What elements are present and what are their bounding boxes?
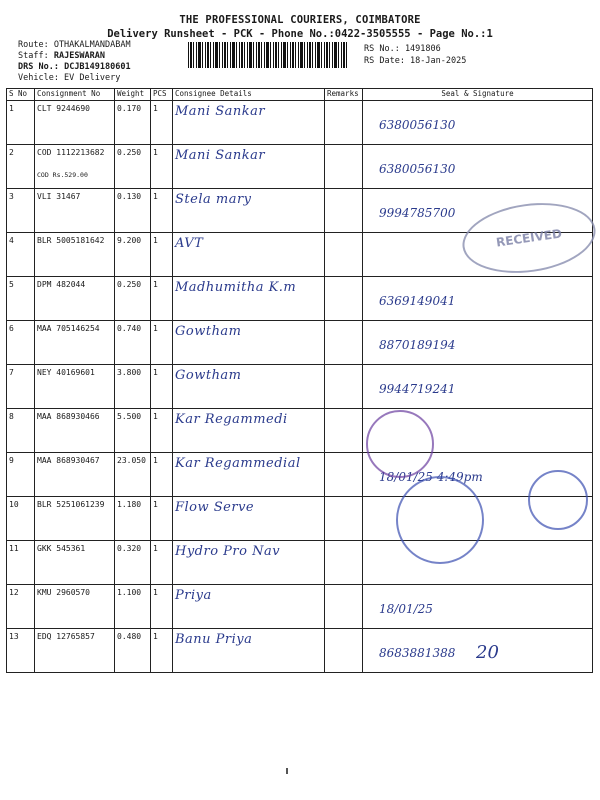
consignment-cell: MAA 868930467 (35, 453, 115, 497)
runsheet-title: Delivery Runsheet - PCK - Phone No.:0422-3505555 - Page No.:1 (107, 28, 493, 40)
seal-cell (363, 365, 593, 409)
remarks-cell (325, 321, 363, 365)
vehicle-line: Vehicle: EV Delivery (18, 73, 121, 83)
consignee-handwriting: Flow Serve (175, 500, 255, 515)
weight-cell: 1.100 (115, 585, 151, 629)
consignee-handwriting: Kar Regammedial (175, 456, 301, 471)
seal-cell (363, 101, 593, 145)
seal-cell (363, 585, 593, 629)
seal-handwriting: 8870189194 (379, 338, 456, 352)
table-row (7, 277, 593, 321)
consignment-cell (35, 145, 115, 189)
seal-cell (363, 541, 593, 585)
consignee-cell (173, 541, 325, 585)
consignee-cell (173, 629, 325, 673)
seal-handwriting: 6369149041 (379, 294, 456, 308)
seal-cell (363, 277, 593, 321)
remarks-cell (325, 101, 363, 145)
consignee-handwriting: Banu Priya (175, 632, 253, 647)
remarks-cell (325, 409, 363, 453)
consignee-handwriting: Priya (175, 588, 212, 603)
consignee-cell (173, 145, 325, 189)
column-header: Weight (115, 89, 151, 101)
staff-line (18, 51, 131, 62)
table-row (7, 585, 593, 629)
consignee-cell (173, 101, 325, 145)
consignee-cell (173, 365, 325, 409)
barcode-image (188, 42, 348, 68)
weight-cell: 1.180 (115, 497, 151, 541)
weight-cell: 0.170 (115, 101, 151, 145)
rs-number: RS No.: 1491806 (364, 44, 441, 54)
company-seal-stamp (366, 410, 434, 478)
consignee-cell (173, 233, 325, 277)
seal-cell (363, 321, 593, 365)
remarks-cell (325, 145, 363, 189)
sno-cell: 6 (7, 321, 35, 365)
drs-number: DCJB149180601 (64, 62, 131, 72)
consignment-cell: DPM 482044 (35, 277, 115, 321)
staff-name: RAJESWARAN (53, 51, 106, 61)
sno-cell: 10 (7, 497, 35, 541)
sno-cell: 3 (7, 189, 35, 233)
weight-cell: 23.050 (115, 453, 151, 497)
pcs-cell: 1 (151, 629, 173, 673)
remarks-cell (325, 277, 363, 321)
delivery-table (6, 88, 593, 673)
weight-cell: 5.500 (115, 409, 151, 453)
company-seal-stamp (396, 476, 484, 564)
consignment-cell: KMU 2960570 (35, 585, 115, 629)
table-row (7, 145, 593, 189)
column-header: Consignee Details (173, 89, 325, 101)
pcs-cell: 1 (151, 409, 173, 453)
remarks-cell (325, 365, 363, 409)
remarks-cell (325, 629, 363, 673)
staff-label: Staff: (18, 51, 49, 61)
consignee-cell (173, 409, 325, 453)
weight-cell: 0.740 (115, 321, 151, 365)
consignment-cell: VLI 31467 (35, 189, 115, 233)
consignee-handwriting: AVT (175, 236, 204, 251)
pcs-cell: 1 (151, 541, 173, 585)
pcs-cell: 1 (151, 189, 173, 233)
seal-handwriting: 6380056130 (379, 162, 456, 176)
table-row (7, 409, 593, 453)
company-seal-stamp (528, 470, 588, 530)
consignee-handwriting: Gowtham (175, 324, 242, 339)
sno-cell: 9 (7, 453, 35, 497)
seal-handwriting: 9994785700 (379, 206, 456, 220)
pcs-cell: 1 (151, 453, 173, 497)
weight-cell: 0.250 (115, 277, 151, 321)
pcs-cell: 1 (151, 365, 173, 409)
consignment-cell: NEY 40169601 (35, 365, 115, 409)
weight-cell: 3.800 (115, 365, 151, 409)
consignment-number: COD 1112213682 (37, 148, 105, 157)
consignee-handwriting: Mani Sankar (175, 104, 266, 119)
consignee-handwriting: Hydro Pro Nav (175, 544, 281, 559)
column-header: PCS (151, 89, 173, 101)
consignment-cell: MAA 868930466 (35, 409, 115, 453)
table-row (7, 453, 593, 497)
sno-cell: 4 (7, 233, 35, 277)
seal-handwriting: 8683881388 (379, 646, 456, 660)
seal-cell (363, 145, 593, 189)
seal-handwriting: 18/01/25 4:49pm (379, 470, 483, 484)
column-header: Consignment No (35, 89, 115, 101)
remarks-cell (325, 189, 363, 233)
remarks-cell (325, 233, 363, 277)
scan-mark (286, 768, 288, 774)
received-stamp: RECEIVED (458, 195, 600, 281)
weight-cell: 0.480 (115, 629, 151, 673)
pcs-cell: 1 (151, 233, 173, 277)
sno-cell: 5 (7, 277, 35, 321)
consignee-handwriting: Stela mary (175, 192, 252, 207)
remarks-cell (325, 453, 363, 497)
seal-handwriting: 6380056130 (379, 118, 456, 132)
consignment-cell: CLT 9244690 (35, 101, 115, 145)
table-row (7, 629, 593, 673)
consignee-handwriting: Kar Regammedi (175, 412, 288, 427)
consignment-cell: GKK 545361 (35, 541, 115, 585)
table-row (7, 365, 593, 409)
column-header: Seal & Signature (363, 89, 593, 101)
column-header: Remarks (325, 89, 363, 101)
consignee-handwriting: Mani Sankar (175, 148, 266, 163)
consignee-cell (173, 453, 325, 497)
sno-cell: 1 (7, 101, 35, 145)
remarks-cell (325, 541, 363, 585)
table-header-row (7, 89, 593, 101)
consignee-handwriting: Madhumitha K.m (175, 280, 297, 295)
rs-date: RS Date: 18-Jan-2025 (364, 56, 467, 66)
table-row (7, 497, 593, 541)
consignee-cell (173, 585, 325, 629)
column-header: S No (7, 89, 35, 101)
consignment-cell: BLR 5005181642 (35, 233, 115, 277)
pcs-cell: 1 (151, 145, 173, 189)
sno-cell: 7 (7, 365, 35, 409)
company-title: THE PROFESSIONAL COURIERS, COIMBATORE (179, 14, 421, 26)
cod-amount: COD Rs.529.00 (37, 171, 88, 179)
pcs-cell: 1 (151, 497, 173, 541)
weight-cell: 0.250 (115, 145, 151, 189)
consignee-cell (173, 321, 325, 365)
remarks-cell (325, 497, 363, 541)
consignment-cell: BLR 5251061239 (35, 497, 115, 541)
consignee-cell (173, 277, 325, 321)
sno-cell: 2 (7, 145, 35, 189)
drs-line (18, 62, 131, 73)
weight-cell: 0.130 (115, 189, 151, 233)
seal-handwriting: 18/01/25 (379, 602, 433, 616)
weight-cell: 0.320 (115, 541, 151, 585)
consignee-handwriting: Gowtham (175, 368, 242, 383)
drs-label: DRS No.: (18, 62, 59, 72)
consignee-cell (173, 497, 325, 541)
sno-cell: 12 (7, 585, 35, 629)
consignment-cell: MAA 705146254 (35, 321, 115, 365)
pcs-cell: 1 (151, 585, 173, 629)
pcs-cell: 1 (151, 277, 173, 321)
header-right-info (364, 43, 466, 67)
seal-handwriting: 9944719241 (379, 382, 456, 396)
sno-cell: 13 (7, 629, 35, 673)
consignment-cell: EDQ 12765857 (35, 629, 115, 673)
sno-cell: 8 (7, 409, 35, 453)
table-row (7, 541, 593, 585)
remarks-cell (325, 585, 363, 629)
weight-cell: 9.200 (115, 233, 151, 277)
table-row (7, 101, 593, 145)
route-line: Route: OTHAKALMANDABAM (18, 40, 131, 50)
header-left-info (18, 40, 131, 84)
pcs-cell: 1 (151, 321, 173, 365)
table-row (7, 321, 593, 365)
consignee-cell (173, 189, 325, 233)
total-count-mark: 20 (476, 642, 499, 663)
sno-cell: 11 (7, 541, 35, 585)
pcs-cell: 1 (151, 101, 173, 145)
